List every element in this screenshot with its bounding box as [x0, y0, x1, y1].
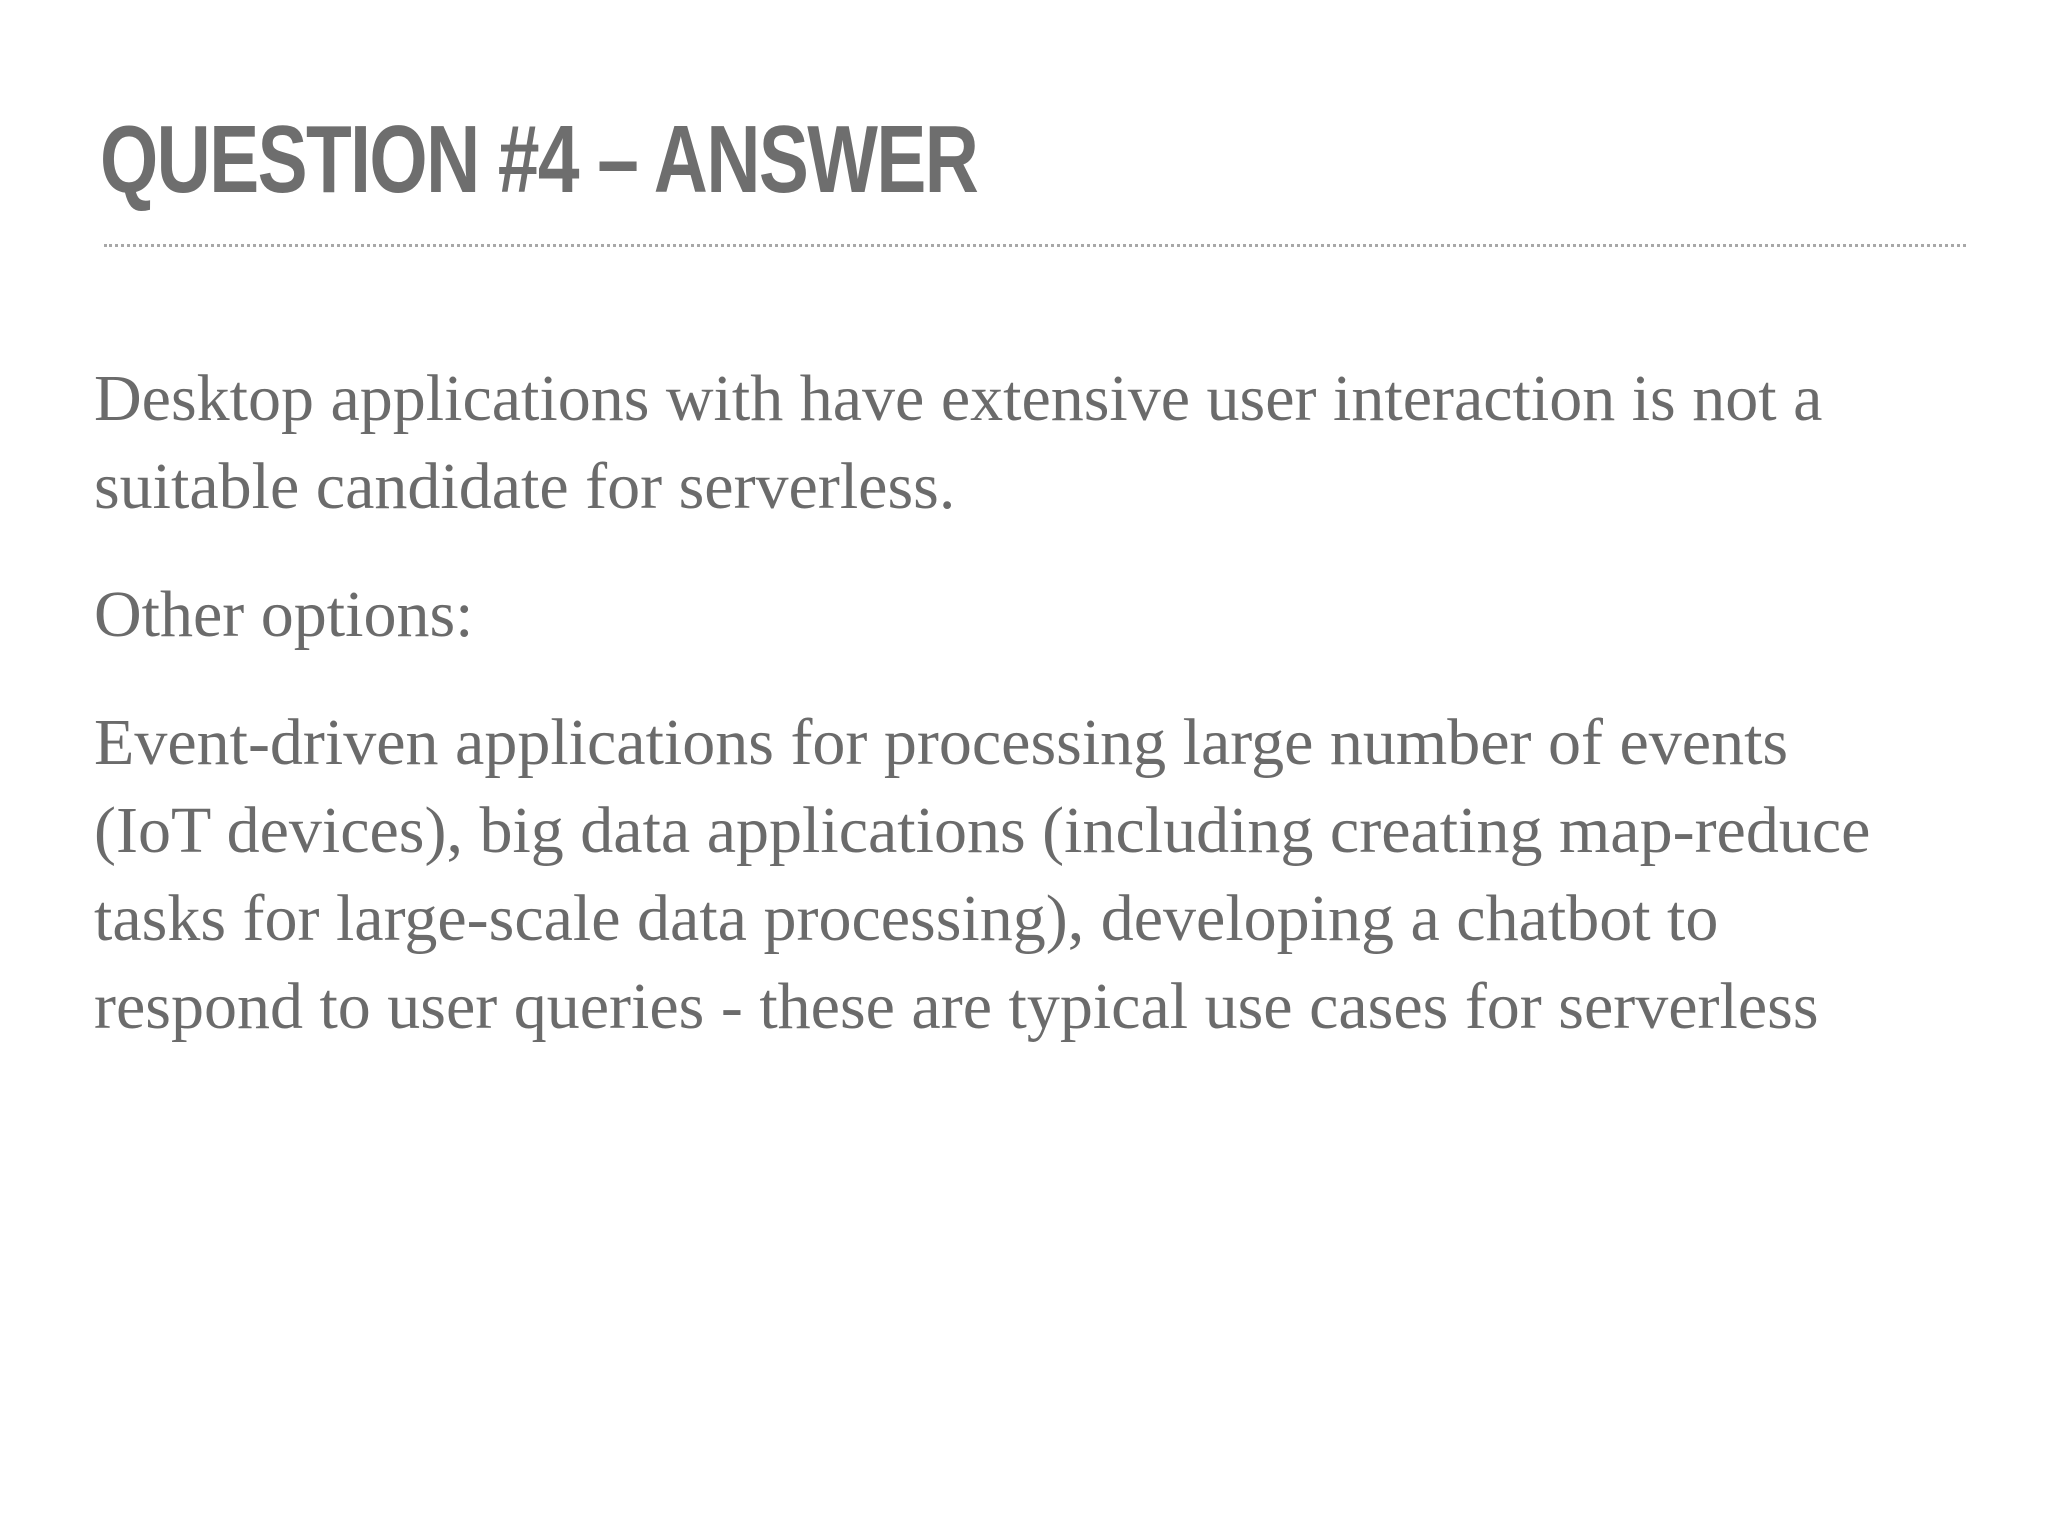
answer-paragraph: Desktop applications with have extensive user interaction is not a suitable candidate for serverless.	[94, 362, 1823, 523]
slide-body	[94, 355, 1894, 1091]
title-divider	[104, 244, 1966, 247]
use-cases-paragraph: Event-driven applications for processing large number of events (IoT devices), big data applications (including creating map-reduce tasks for large-scale data processing), developing a chatbot to respond to user queries - these are typical use cases for serverless	[94, 706, 1871, 1043]
other-options-heading: Other options:	[94, 578, 474, 651]
slide-title: QUESTION #4 – ANSWER	[100, 106, 978, 213]
